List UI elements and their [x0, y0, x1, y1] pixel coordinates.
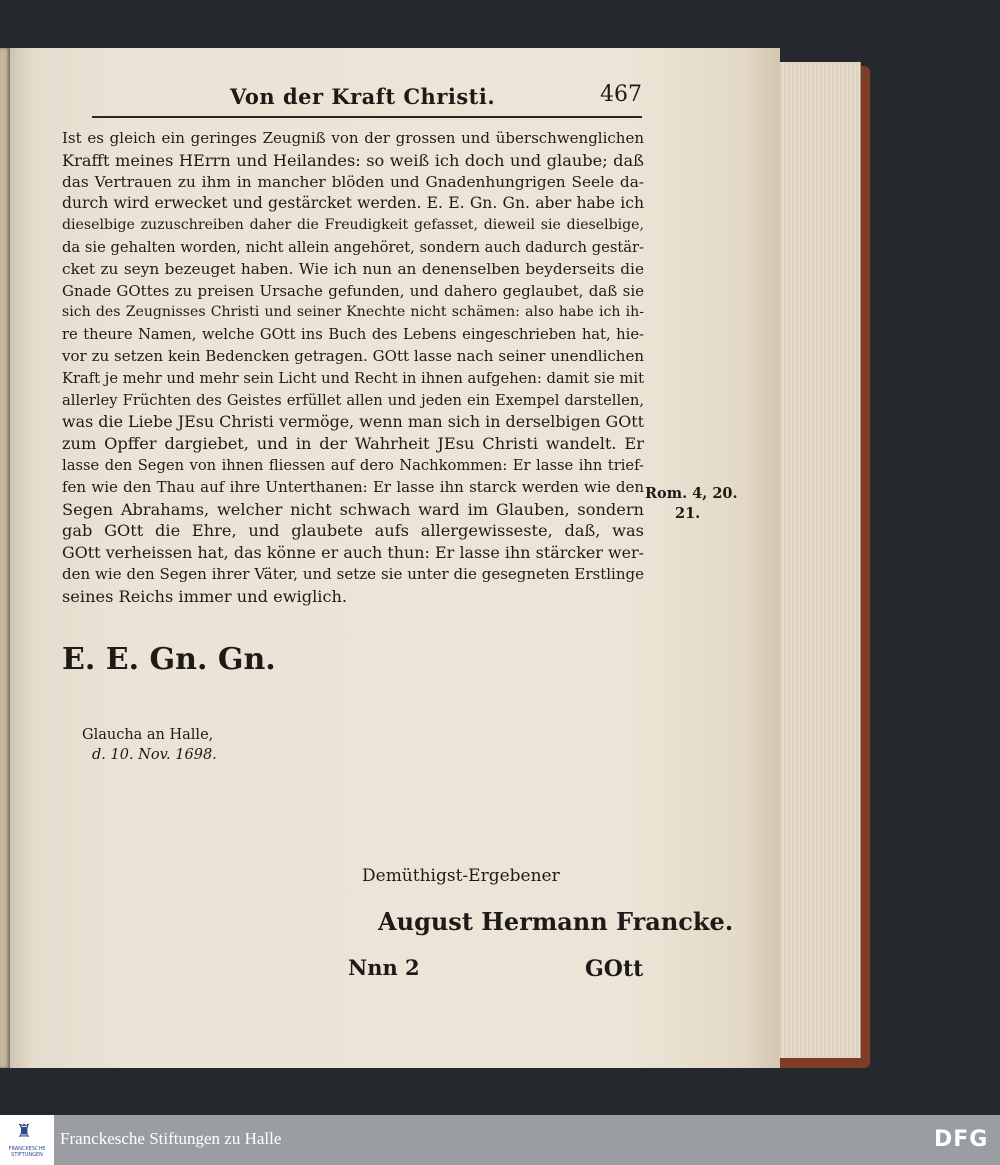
running-header	[90, 72, 650, 124]
text-line: durch wird erwecket und gestärcket werden. E. E. Gn. Gn. aber habe ich	[62, 194, 644, 213]
text-line: Kraft je mehr und mehr sein Licht und Recht in ihnen aufgehen: damit sie mit	[62, 369, 644, 387]
signature-mark: Nnn 2	[348, 955, 420, 980]
catchword: GOtt	[585, 956, 644, 982]
text-line: cket zu seyn bezeuget haben. Wie ich nun an denenselben beyderseits die	[62, 259, 644, 278]
text-line: dieselbige zuzuschreiben daher die Freudigkeit gefasset, dieweil sie dieselbige,	[62, 217, 644, 234]
text-line: da sie gehalten worden, nicht allein angehöret, sondern auch dadurch gestär-	[62, 238, 644, 256]
footer-bar	[0, 1115, 1000, 1165]
text-line: Ist es gleich ein geringes Zeugniß von der grossen und überschwenglichen	[62, 129, 644, 147]
institution-logo[interactable]	[0, 1115, 54, 1165]
margin-note	[645, 484, 738, 524]
margin-note-line: Rom. 4, 20.	[645, 485, 738, 502]
text-line: sich des Zeugnisses Christi und seiner Knechte nicht schämen: also habe ich ih-	[62, 304, 644, 321]
closing-formula: Demüthigst-Ergebener	[362, 866, 560, 886]
institution-emblem-icon: ♜	[16, 1121, 33, 1142]
text-line: gab GOtt die Ehre, und glaubete aufs allergewisseste, daß, was	[62, 521, 644, 541]
body-text	[62, 128, 644, 608]
text-line: allerley Früchten des Geistes erfüllet allen und jeden ein Exempel darstellen,	[62, 391, 644, 409]
text-line: GOtt verheissen hat, das könne er auch thun: Er lasse ihn stärcker wer-	[62, 543, 644, 563]
text-line: lasse den Segen von ihnen fliessen auf dero Nachkommen: Er lasse ihn trief-	[62, 456, 644, 474]
page-number: 467	[600, 82, 642, 107]
text-line: was die Liebe JEsu Christi vermöge, wenn man sich in derselbigen GOtt	[62, 412, 644, 432]
text-line: re theure Namen, welche GOtt ins Buch des Lebens eingeschrieben hat, hie-	[62, 326, 644, 344]
salutation: E. E. Gn. Gn.	[62, 642, 276, 677]
text-line: Krafft meines HErrn und Heilandes: so weiß ich doch und glaube; daß	[62, 150, 644, 170]
institution-name-link[interactable]: Franckesche Stiftungen zu Halle	[60, 1129, 282, 1148]
text-line: fen wie den Thau auf ihre Unterthanen: Er lasse ihn starck werden wie den	[62, 477, 644, 496]
margin-note-line: 21.	[675, 505, 701, 522]
text-line: Segen Abrahams, welcher nicht schwach ward im Glauben, sondern	[62, 499, 644, 519]
page-block-edges	[770, 62, 861, 1058]
place-date	[82, 725, 217, 765]
author-signature: August Hermann Francke.	[378, 907, 734, 936]
text-line: seines Reichs immer und ewiglich.	[62, 586, 348, 606]
dfg-logo[interactable]: DFG	[934, 1127, 989, 1152]
logo-text: FRANCKESCHE STIFTUNGEN	[8, 1146, 46, 1158]
facing-page-edge	[0, 48, 10, 1068]
date-line: d. 10. Nov. 1698.	[92, 747, 217, 763]
text-line: den wie den Segen ihrer Väter, und setze sie unter die gesegneten Erstlinge	[62, 564, 644, 583]
header-rule	[92, 116, 642, 118]
running-title: Von der Kraft Christi.	[230, 84, 496, 109]
text-line: vor zu setzen kein Bedencken getragen. GOtt lasse nach seiner unendlichen	[62, 346, 644, 365]
text-line: zum Opffer dargiebet, und in der Wahrheit JEsu Christi wandelt. Er	[62, 434, 644, 454]
place-line: Glaucha an Halle,	[82, 727, 214, 743]
text-line: das Vertrauen zu ihm in mancher blöden und Gnadenhungrigen Seele da-	[62, 172, 644, 191]
text-line: Gnade GOttes zu preisen Ursache gefunden, und dahero geglaubet, daß sie	[62, 281, 644, 300]
